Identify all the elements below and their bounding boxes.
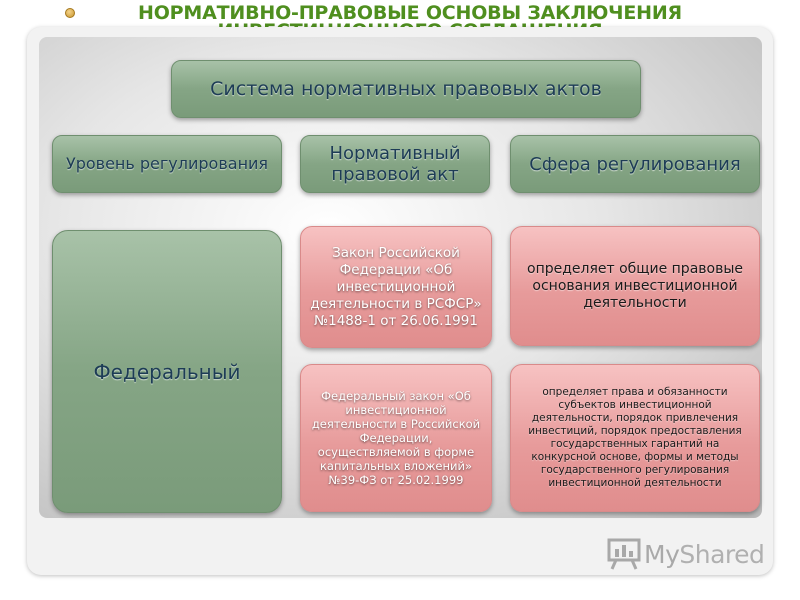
system-header-box: Система нормативных правовых актов <box>171 60 641 118</box>
logo-text <box>644 540 764 569</box>
level-header-box: Уровень регулирования <box>52 135 282 193</box>
logo-text-my: My <box>644 539 680 569</box>
slide-title: НОРМАТИВНО-ПРАВОВЫЕ ОСНОВЫ ЗАКЛЮЧЕНИЯ <box>138 2 682 24</box>
act-box-1: Закон Российской Федерации «Об инвестиционной деятельности в РСФСР» №1488-1 от 26.06.1991 <box>300 226 492 348</box>
myshared-logo <box>606 534 766 574</box>
logo-text-shared: Shared <box>679 539 765 569</box>
act-box-2: Федеральный закон «Об инвестиционной деятельности в Российской Федерации, осуществляемой в форме капитальных вложений» №39-ФЗ от 25.02.1999 <box>300 364 492 512</box>
sphere-box-2: определяет права и обязанности субъектов инвестиционной деятельности, порядок привлечения инвестиций, порядок предоставления государственных гарантий на конкурсной основе, формы и методы государственного регулирования инвестиционной деятельности <box>510 364 760 512</box>
sphere-box-1: определяет общие правовые основания инвестиционной деятельности <box>510 226 760 346</box>
sphere-header-box: Сфера регулирования <box>510 135 760 193</box>
federal-level-box: Федеральный <box>52 230 282 513</box>
presentation-board-icon <box>606 537 642 571</box>
act-header-box: Нормативный правовой акт <box>300 135 490 193</box>
